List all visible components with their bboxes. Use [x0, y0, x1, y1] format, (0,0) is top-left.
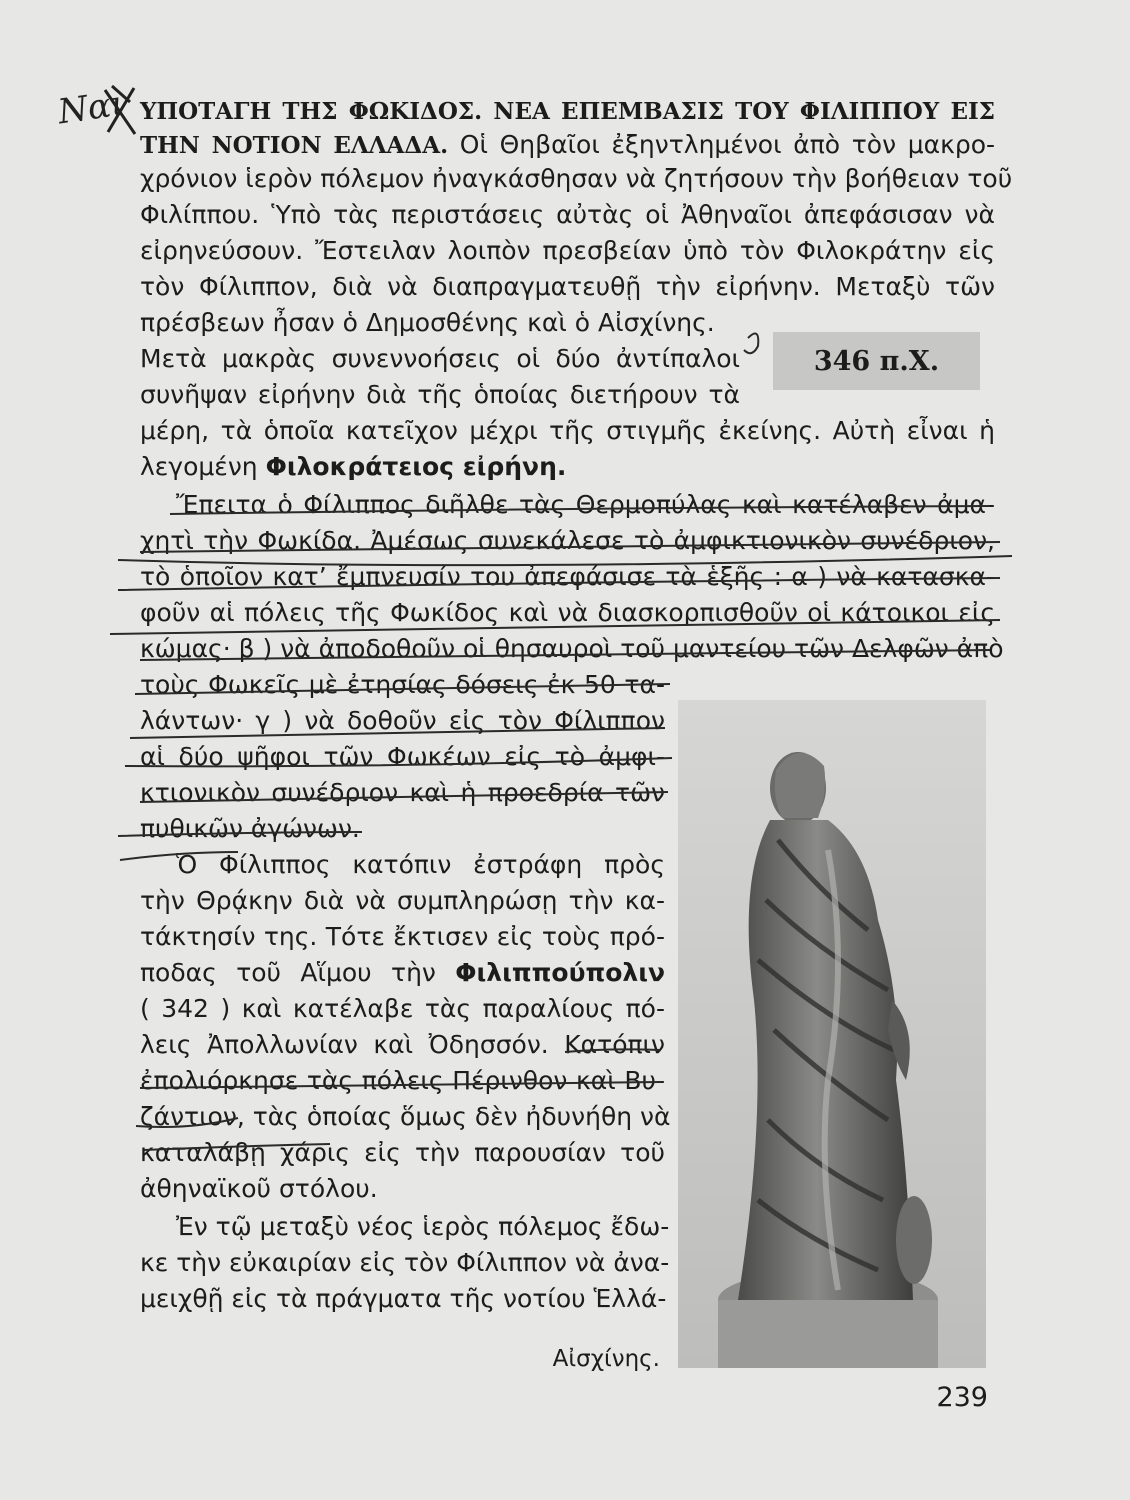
paragraph-line: κτιονικὸν συνέδριον καὶ ἡ προεδρία τῶν	[140, 778, 665, 807]
paragraph-line: ΤΗΝ ΝΟΤΙΟΝ ΕΛΛΑΔΑ. Οἱ Θηβαῖοι ἐξηντλημένοι ἀπὸ τὸν μακρο-	[140, 130, 996, 159]
paragraph-line: φοῦν αἱ πόλεις τῆς Φωκίδος καὶ νὰ διασκορπισθοῦν οἱ κάτοικοι εἰς	[140, 598, 995, 627]
term-philokrates-peace: Φιλοκράτειος εἰρήνη.	[265, 452, 567, 481]
paragraph-line: τάκτησίν της. Τότε ἔκτισεν εἰς τοὺς πρό-	[140, 922, 665, 951]
paragraph-line: ἐπολιόρκησε τὰς πόλεις Πέρινθον καὶ Βυ-	[140, 1066, 665, 1095]
paragraph-line: πυθικῶν ἀγώνων.	[140, 814, 360, 843]
paragraph-line: λάντων· γ ) νὰ δοθοῦν εἰς τὸν Φίλιππον	[140, 706, 665, 735]
paragraph-line: τοὺς Φωκεῖς μὲ ἐτησίας δόσεις ἐκ 50 τα-	[140, 670, 665, 699]
paragraph-line: Ἐν τῷ μεταξὺ νέος ἱερὸς πόλεμος ἔδω-	[176, 1212, 670, 1241]
paragraph-line: κώμας· β ) νὰ ἀποδοθοῦν οἱ θησαυροὶ τοῦ μαντείου τῶν Δελφῶν ἀπὸ	[140, 634, 1004, 663]
paragraph-line: τὸ ὁποῖον κατ’ ἔμπνευσίν του ἀπεφάσισε τὰ ἑξῆς : α ) νὰ κατασκα-	[140, 562, 995, 591]
paragraph-line: εἰρηνεύσουν. Ἔστειλαν λοιπὸν πρεσβείαν ὑπὸ τὸν Φιλοκράτην εἰς	[140, 236, 995, 265]
paragraph-line: ( 342 ) καὶ κατέλαβε τὰς παραλίους πό-	[140, 994, 665, 1023]
paragraph-line: Φιλίππου. Ὑπὸ τὰς περιστάσεις αὐτὰς οἱ Ἀθηναῖοι ἀπεφάσισαν νὰ	[140, 200, 995, 229]
paragraph-line: ποδας τοῦ Αἵμου τὴν Φιλιππούπολιν	[140, 958, 665, 987]
aeschines-statue-photo	[678, 700, 986, 1368]
paragraph-line: συνῆψαν εἰρήνην διὰ τῆς ὁποίας διετήρουν τὰ	[140, 380, 740, 409]
paragraph-line: τὸν Φίλιππον, διὰ νὰ διαπραγματευθῇ τὴν εἰρήνην. Μεταξὺ τῶν	[140, 272, 995, 301]
paragraph-line: Ἔπειτα ὁ Φίλιππος διῆλθε τὰς Θερμοπύλας καὶ κατέλαβεν ἀμα-	[176, 490, 995, 519]
paragraph-line: μειχθῇ εἰς τὰ πράγματα τῆς νοτίου Ἑλλά-	[140, 1284, 667, 1313]
paragraph-line: ζάντιον, τὰς ὁποίας ὅμως δὲν ἠδυνήθη νὰ	[140, 1102, 671, 1131]
paragraph-line: χρόνιον ἱερὸν πόλεμον ἠναγκάσθησαν νὰ ζητήσουν τὴν βοήθειαν τοῦ	[140, 164, 1013, 193]
figure-caption: Αἰσχίνης.	[552, 1346, 660, 1372]
heading-line-end: ΤΗΝ ΝΟΤΙΟΝ ΕΛΛΑΔΑ.	[140, 132, 449, 159]
paragraph-line: ἀθηναϊκοῦ στόλου.	[140, 1174, 378, 1203]
handwritten-margin-note: Ναι	[55, 83, 127, 133]
paragraph-line: πρέσβεων ἦσαν ὁ Δημοσθένης καὶ ὁ Αἰσχίνης.	[140, 308, 715, 337]
paragraph-line: κε τὴν εὐκαιρίαν εἰς τὸν Φίλιππον νὰ ἀνα-	[140, 1248, 670, 1277]
page-number: 239	[936, 1382, 988, 1413]
term-philippoupolis: Φιλιππούπολιν	[455, 958, 665, 987]
paragraph-line: Ὁ Φίλιππος κατόπιν ἐστράφη πρὸς	[176, 850, 665, 879]
date-box: 346 π.Χ.	[773, 332, 980, 390]
heading-line: ΥΠΟΤΑΓΗ ΤΗΣ ΦΩΚΙΔΟΣ. ΝΕΑ ΕΠΕΜΒΑΣΙΣ ΤΟΥ ΦΙΛΙΠΠΟΥ ΕΙΣ	[140, 98, 995, 125]
paragraph-line: αἱ δύο ψῆφοι τῶν Φωκέων εἰς τὸ ἀμφι-	[140, 742, 665, 771]
paragraph-line: τὴν Θρᾴκην διὰ νὰ συμπληρώσῃ τὴν κα-	[140, 886, 665, 915]
paragraph-line: καταλάβῃ χάρις εἰς τὴν παρουσίαν τοῦ	[140, 1138, 665, 1167]
paragraph-line: λεγομένη Φιλοκράτειος εἰρήνη.	[140, 452, 567, 481]
paragraph-line: χητὶ τὴν Φωκίδα. Ἀμέσως συνεκάλεσε τὸ ἀμφικτιονικὸν συνέδριον,	[140, 526, 995, 555]
paragraph-line: λεις Ἀπολλωνίαν καὶ Ὀδησσόν. Κατόπιν	[140, 1030, 665, 1059]
handwritten-cross-mark	[100, 82, 140, 142]
paragraph-line: μέρη, τὰ ὁποῖα κατεῖχον μέχρι τῆς στιγμῆς ἐκείνης. Αὐτὴ εἶναι ἡ	[140, 416, 995, 445]
paragraph-line: Μετὰ μακρὰς συνεννοήσεις οἱ δύο ἀντίπαλοι	[140, 344, 740, 373]
